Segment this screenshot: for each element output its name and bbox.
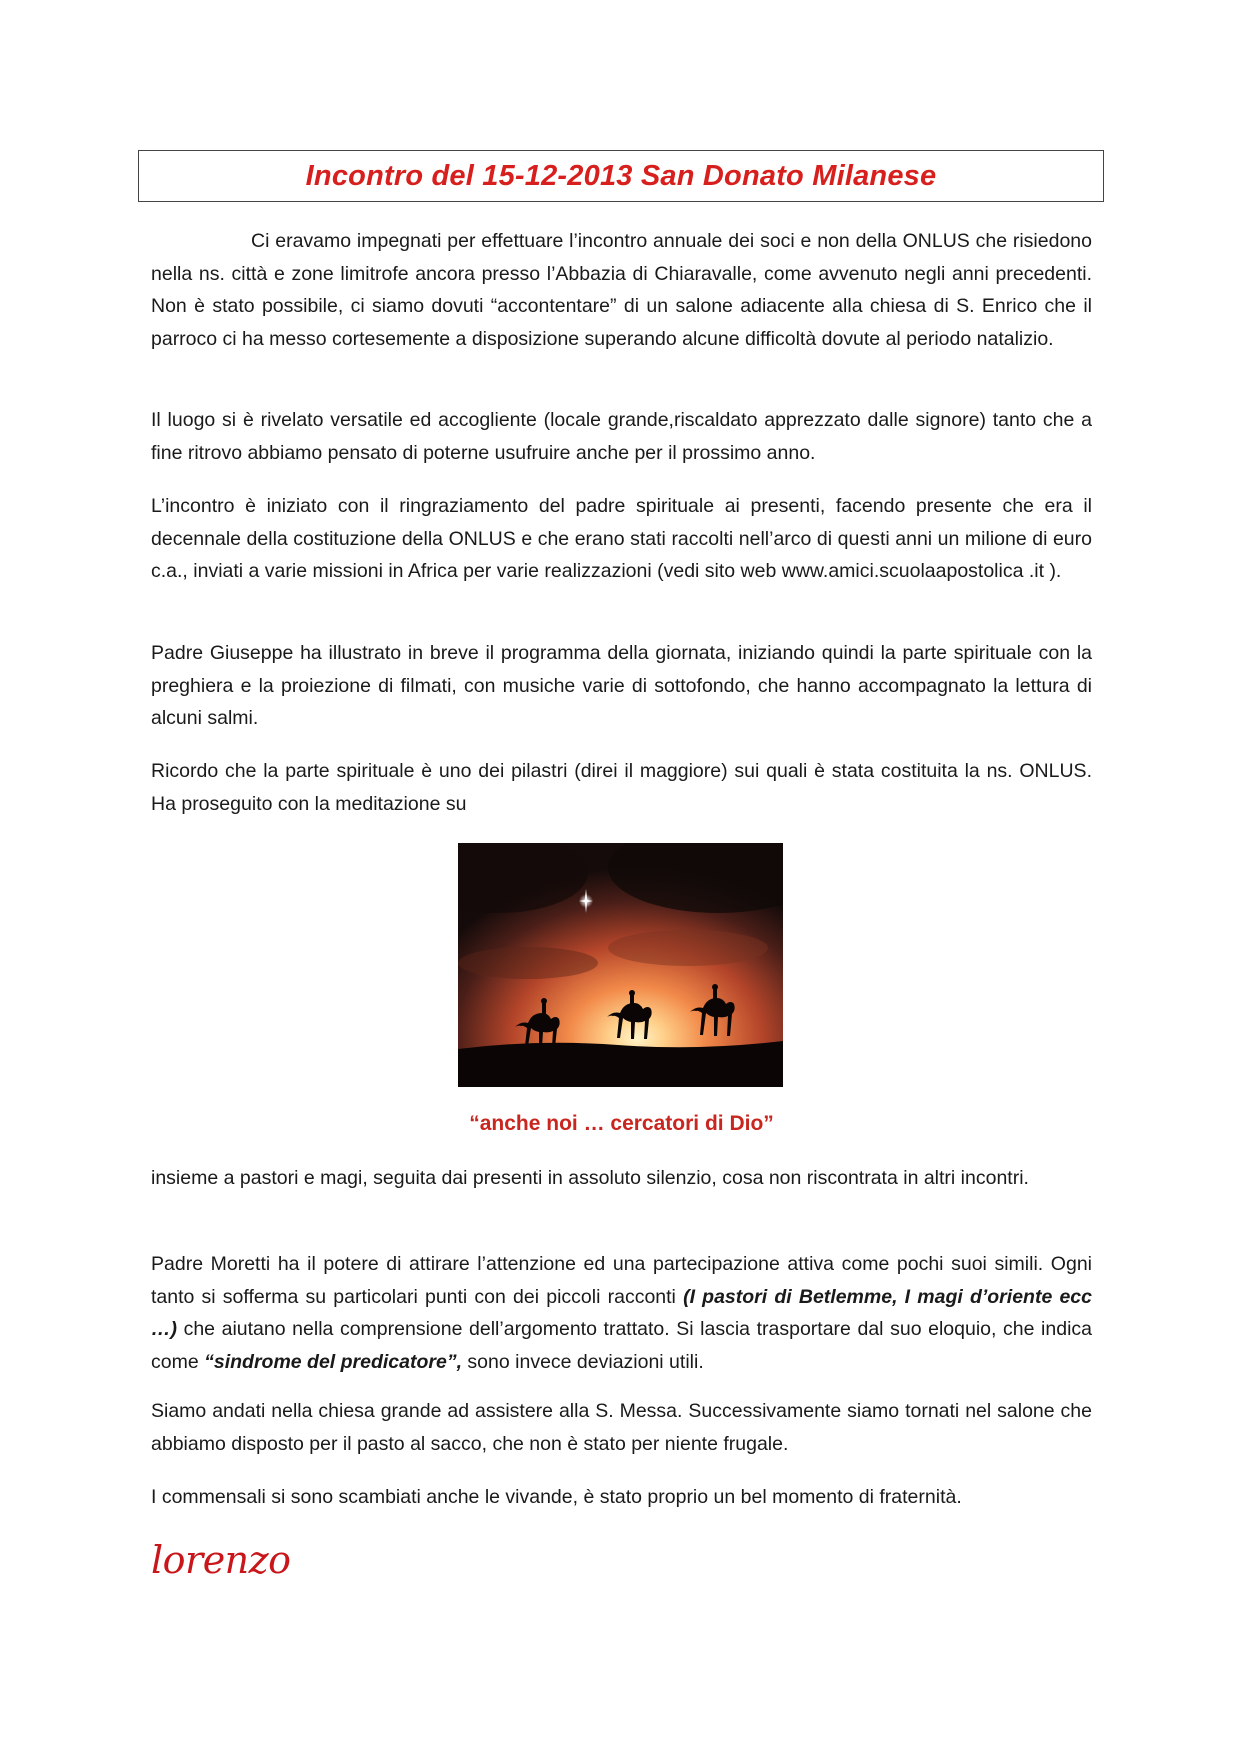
paragraph-7-emphasis-pastori: (I pastori di Betlemme, I magi d’oriente ecc …) bbox=[151, 1285, 1093, 1340]
paragraph-2: Il luogo si è rivelato versatile ed accogliente (locale grande,riscaldato apprezzato dalle signore) tanto che a fine ritrovo abbiamo pensato di poterne usufruire anche per il prossimo anno. bbox=[151, 409, 1092, 464]
paragraph-1: Ci eravamo impegnati per effettuare l’incontro annuale dei soci e non della ONLUS che risiedono nella ns. città e zone limitrofe ancora presso l’Abbazia di Chiaravalle, come avvenuto negli anni precedenti. Non è stato possibile, ci siamo dovuti “accontentare” di un salone adiacente alla chiesa di S. Enrico che il parroco ci ha messo cortesemente a disposizione superando alcune difficoltà dovute al periodo natalizio. bbox=[151, 230, 1092, 350]
paragraph-9: I commensali si sono scambiati anche le vivande, è stato proprio un bel momento di fraternità. bbox=[151, 1486, 962, 1508]
title-box bbox=[138, 150, 1104, 202]
paragraph-7-text-e: sono invece deviazioni utili. bbox=[462, 1350, 704, 1373]
page-title: Incontro del 15-12-2013 San Donato Milanese bbox=[305, 159, 937, 192]
image-caption: “anche noi … cercatori di Dio” bbox=[469, 1112, 774, 1135]
paragraph-6: insieme a pastori e magi, seguita dai presenti in assoluto silenzio, cosa non riscontrata in altri incontri. bbox=[151, 1167, 1029, 1189]
paragraph-4: Padre Giuseppe ha illustrato in breve il programma della giornata, iniziando quindi la parte spirituale con la preghiera e la proiezione di filmati, con musiche varie di sottofondo, che hanno accompagnato la lettura di alcuni salmi. bbox=[151, 642, 1092, 729]
paragraph-5: Ricordo che la parte spirituale è uno dei pilastri (direi il maggiore) sui quali è stata costituita la ns. ONLUS. Ha proseguito con la meditazione su bbox=[151, 760, 1092, 815]
paragraph-7-emphasis-sindrome: “sindrome del predicatore”, bbox=[204, 1350, 463, 1373]
paragraph-7-text-c: che aiutano nella comprensione dell’argomento trattato. Si lascia trasportare dal suo eloquio, che indica come bbox=[151, 1318, 1092, 1373]
magi-camels-image bbox=[458, 843, 783, 1087]
signature: lorenzo bbox=[151, 1538, 291, 1582]
paragraph-3: L’incontro è iniziato con il ringraziamento del padre spirituale ai presenti, facendo presente che era il decennale della costituzione della ONLUS e che erano stati raccolti nell’arco di questi anni un milione di euro c.a., inviati a varie missioni in Africa per varie realizzazioni (vedi sito web www.amici.scuolaapostolica .it ). bbox=[151, 495, 1092, 582]
paragraph-7 bbox=[151, 1248, 1092, 1378]
paragraph-8: Siamo andati nella chiesa grande ad assistere alla S. Messa. Successivamente siamo tornati nel salone che abbiamo disposto per il pasto al sacco, che non è stato per niente frugale. bbox=[151, 1400, 1092, 1455]
paragraph-7-text-a: Padre Moretti ha il potere di attirare l’attenzione ed una partecipazione attiva come pochi suoi simili. Ogni tanto si sofferma su particolari punti con dei piccoli racconti bbox=[151, 1253, 1092, 1308]
